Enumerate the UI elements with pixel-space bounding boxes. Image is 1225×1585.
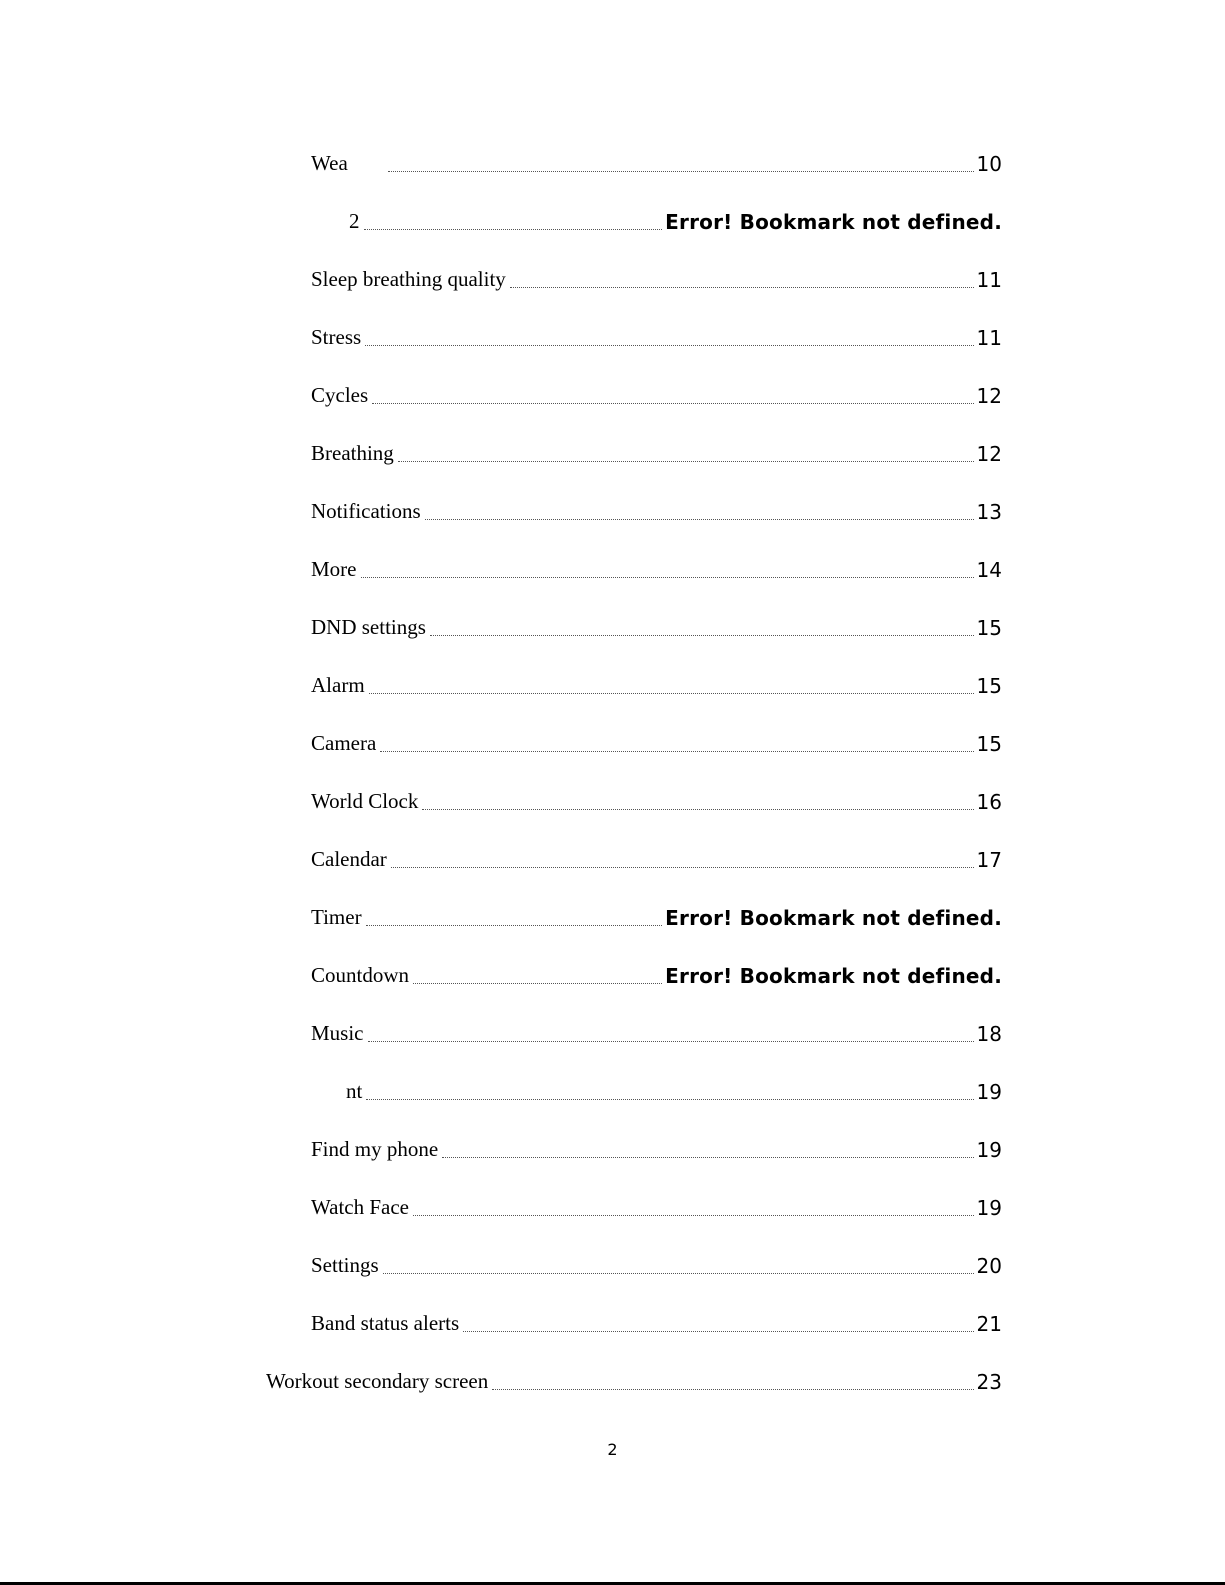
toc-leader [380, 750, 973, 752]
toc-entry-title: Workout secondary screen [266, 1369, 489, 1393]
toc-entry-title: DND settings [311, 615, 426, 639]
toc-leader [388, 170, 974, 172]
toc-entry[interactable] [0, 148, 1002, 178]
toc-entry[interactable] [0, 612, 1002, 642]
toc-entry-title: Cycles [311, 383, 369, 407]
toc-leader [425, 518, 974, 520]
toc-leader [368, 1040, 974, 1042]
toc-entry-title: World Clock [311, 789, 419, 813]
toc-leader [430, 634, 974, 636]
toc-entry-title: Wea [311, 151, 348, 175]
toc-leader [366, 1098, 973, 1100]
toc-leader [364, 228, 663, 230]
toc-entry[interactable] [0, 1076, 1002, 1106]
toc-entry-title: More [311, 557, 357, 581]
toc-entry-title: Timer [311, 905, 362, 929]
toc-entry-page: 19 [976, 1196, 1002, 1220]
toc-entry[interactable] [0, 960, 1002, 990]
toc-leader [463, 1330, 973, 1332]
page-number: 2 [607, 1440, 618, 1459]
toc-leader [413, 1214, 974, 1216]
toc-entry-title: Band status alerts [311, 1311, 460, 1335]
toc-entry[interactable] [0, 786, 1002, 816]
toc-leader [365, 344, 973, 346]
toc-leader [422, 808, 973, 810]
toc-entry-page: 14 [976, 558, 1002, 582]
toc-entry-title: Camera [311, 731, 377, 755]
toc-entry[interactable] [0, 438, 1002, 468]
toc-entry-page: 21 [976, 1312, 1002, 1336]
toc-entry[interactable] [0, 1250, 1002, 1280]
toc-entry-page: 11 [976, 326, 1002, 350]
toc-entry-page: 12 [976, 442, 1002, 466]
toc-leader [361, 576, 974, 578]
toc-entry-page: 12 [976, 384, 1002, 408]
toc-entry[interactable] [0, 844, 1002, 874]
toc-entry-page: 19 [976, 1138, 1002, 1162]
toc-entry-page: 15 [976, 616, 1002, 640]
toc-entry[interactable] [0, 1308, 1002, 1338]
toc-leader [442, 1156, 973, 1158]
toc-leader [510, 286, 974, 288]
toc-entry-title: Find my phone [311, 1137, 439, 1161]
toc-entry-title: Stress [311, 325, 362, 349]
toc-entry[interactable] [0, 554, 1002, 584]
toc-entry[interactable] [0, 1134, 1002, 1164]
toc-entry[interactable] [0, 670, 1002, 700]
toc-entry-title: Calendar [311, 847, 387, 871]
toc-entry-title: Sleep breathing quality [311, 267, 506, 291]
toc-entry-title: Notifications [311, 499, 421, 523]
toc-entry-title: Watch Face [311, 1195, 410, 1219]
toc-entry[interactable] [0, 1018, 1002, 1048]
toc-leader [413, 982, 662, 984]
toc-entry[interactable] [0, 322, 1002, 352]
toc-entry-page: 18 [976, 1022, 1002, 1046]
toc-entry-title: Breathing [311, 441, 394, 465]
toc-entry-page: 15 [976, 674, 1002, 698]
toc-entry-title: 2 [349, 209, 360, 233]
toc-entry[interactable] [0, 1366, 1002, 1396]
toc-entry[interactable] [0, 206, 1002, 236]
toc-leader [391, 866, 974, 868]
toc-entry[interactable] [0, 496, 1002, 526]
toc-entry-page: 15 [976, 732, 1002, 756]
toc-entry[interactable] [0, 264, 1002, 294]
toc-entry[interactable] [0, 728, 1002, 758]
toc-leader [366, 924, 663, 926]
toc-leader [369, 692, 974, 694]
toc-entry-page: 11 [976, 268, 1002, 292]
toc-entry-page: 17 [976, 848, 1002, 872]
toc-entry[interactable] [0, 380, 1002, 410]
toc-entry-page: 13 [976, 500, 1002, 524]
toc-entry-page-error: Error! Bookmark not defined. [665, 906, 1002, 930]
toc-entry[interactable] [0, 902, 1002, 932]
toc-entry-page-error: Error! Bookmark not defined. [665, 210, 1002, 234]
toc-entry-page: 19 [976, 1080, 1002, 1104]
toc-entry-title: nt [346, 1079, 363, 1103]
toc-entry-title: Music [311, 1021, 364, 1045]
toc-entry-page: 16 [976, 790, 1002, 814]
toc-leader [492, 1388, 973, 1390]
toc-entry-page: 23 [976, 1370, 1002, 1394]
toc-entry-title: Countdown [311, 963, 410, 987]
toc-leader [398, 460, 974, 462]
toc-entry-page: 10 [976, 152, 1002, 176]
toc-entry-page: 20 [976, 1254, 1002, 1278]
toc-leader [372, 402, 973, 404]
toc-entry[interactable] [0, 1192, 1002, 1222]
toc-entry-title: Settings [311, 1253, 379, 1277]
toc-entry-page-error: Error! Bookmark not defined. [665, 964, 1002, 988]
toc-leader [383, 1272, 974, 1274]
toc-entry-title: Alarm [311, 673, 365, 697]
